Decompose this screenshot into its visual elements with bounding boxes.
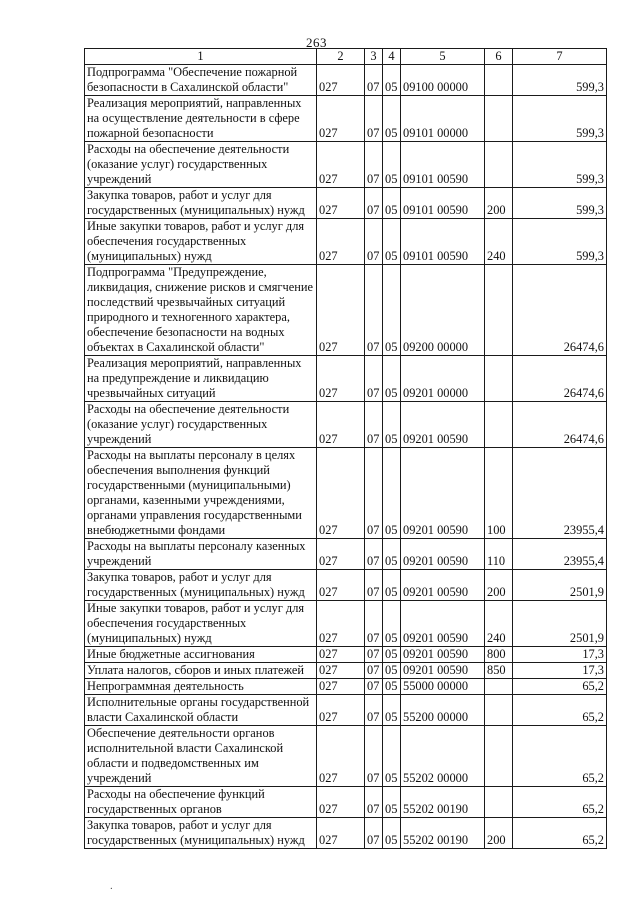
row-ved: 027 [317, 647, 365, 663]
row-csr: 09201 00590 [401, 539, 485, 570]
row-vr [485, 402, 513, 448]
row-ved: 027 [317, 818, 365, 849]
table-row [85, 787, 607, 818]
table-row [85, 695, 607, 726]
row-csr: 09201 00590 [401, 570, 485, 601]
row-name: Реализация мероприятий, направленных на предупреждение и ликвидацию чрезвычайных ситуаций [85, 356, 317, 402]
row-pr: 05 [383, 818, 401, 849]
row-ved: 027 [317, 726, 365, 787]
row-sum: 2501,9 [513, 570, 607, 601]
row-name: Расходы на выплаты персоналу казенных учреждений [85, 539, 317, 570]
table-row [85, 65, 607, 96]
row-ved: 027 [317, 448, 365, 539]
row-vr: 200 [485, 188, 513, 219]
row-sum: 65,2 [513, 818, 607, 849]
row-sum: 17,3 [513, 663, 607, 679]
row-vr: 850 [485, 663, 513, 679]
row-ved: 027 [317, 142, 365, 188]
table-row [85, 818, 607, 849]
row-vr [485, 679, 513, 695]
row-vr: 240 [485, 601, 513, 647]
row-csr: 09201 00590 [401, 647, 485, 663]
row-sum: 65,2 [513, 679, 607, 695]
budget-table [84, 48, 607, 849]
row-csr: 09201 00590 [401, 402, 485, 448]
row-csr: 09101 00590 [401, 142, 485, 188]
table-row [85, 570, 607, 601]
row-rz: 07 [365, 65, 383, 96]
row-name: Расходы на выплаты персоналу в целях обеспечения выполнения функций государственными (муниципальными) органами, казенными учреждениями, органами управления государственными внебюджетными фондами [85, 448, 317, 539]
row-rz: 07 [365, 539, 383, 570]
row-pr: 05 [383, 448, 401, 539]
row-rz: 07 [365, 142, 383, 188]
row-ved: 027 [317, 695, 365, 726]
table-row [85, 265, 607, 356]
row-rz: 07 [365, 679, 383, 695]
row-name: Закупка товаров, работ и услуг для государственных (муниципальных) нужд [85, 188, 317, 219]
row-csr: 55202 00190 [401, 818, 485, 849]
row-sum: 17,3 [513, 647, 607, 663]
row-csr: 09201 00590 [401, 448, 485, 539]
row-ved: 027 [317, 96, 365, 142]
table-row [85, 679, 607, 695]
table-row [85, 402, 607, 448]
row-pr: 05 [383, 647, 401, 663]
row-rz: 07 [365, 726, 383, 787]
table-row [85, 647, 607, 663]
row-vr [485, 787, 513, 818]
row-vr [485, 726, 513, 787]
row-name: Подпрограмма "Предупреждение, ликвидация, снижение рисков и смягчение последствий чрезвычайных ситуаций природного и техногенного характера, обеспечение безопасности на водных объектах в Сахалинской области" [85, 265, 317, 356]
row-sum: 65,2 [513, 695, 607, 726]
row-rz: 07 [365, 356, 383, 402]
row-pr: 05 [383, 679, 401, 695]
row-csr: 09201 00590 [401, 663, 485, 679]
row-pr: 05 [383, 787, 401, 818]
row-pr: 05 [383, 570, 401, 601]
row-sum: 599,3 [513, 96, 607, 142]
row-sum: 2501,9 [513, 601, 607, 647]
row-ved: 027 [317, 679, 365, 695]
header-col-7: 7 [513, 49, 607, 65]
header-col-4: 4 [383, 49, 401, 65]
row-rz: 07 [365, 448, 383, 539]
row-name: Расходы на обеспечение функций государственных органов [85, 787, 317, 818]
row-name: Подпрограмма "Обеспечение пожарной безопасности в Сахалинской области" [85, 65, 317, 96]
row-rz: 07 [365, 647, 383, 663]
row-pr: 05 [383, 96, 401, 142]
row-csr: 09100 00000 [401, 65, 485, 96]
row-rz: 07 [365, 96, 383, 142]
table-row [85, 448, 607, 539]
row-vr [485, 65, 513, 96]
header-col-3: 3 [365, 49, 383, 65]
row-csr: 55202 00190 [401, 787, 485, 818]
row-sum: 65,2 [513, 787, 607, 818]
row-name: Иные бюджетные ассигнования [85, 647, 317, 663]
header-col-6: 6 [485, 49, 513, 65]
row-rz: 07 [365, 265, 383, 356]
row-name: Уплата налогов, сборов и иных платежей [85, 663, 317, 679]
row-ved: 027 [317, 356, 365, 402]
row-csr: 55200 00000 [401, 695, 485, 726]
row-name: Иные закупки товаров, работ и услуг для обеспечения государственных (муниципальных) нужд [85, 219, 317, 265]
row-rz: 07 [365, 818, 383, 849]
row-rz: 07 [365, 402, 383, 448]
row-name: Закупка товаров, работ и услуг для государственных (муниципальных) нужд [85, 570, 317, 601]
row-sum: 26474,6 [513, 402, 607, 448]
row-csr: 09201 00000 [401, 356, 485, 402]
table-row [85, 142, 607, 188]
row-ved: 027 [317, 663, 365, 679]
row-pr: 05 [383, 663, 401, 679]
table-row [85, 188, 607, 219]
footer-mark: . [110, 880, 113, 892]
table-row [85, 356, 607, 402]
row-rz: 07 [365, 663, 383, 679]
row-rz: 07 [365, 219, 383, 265]
row-name: Непрограммная деятельность [85, 679, 317, 695]
row-vr: 200 [485, 570, 513, 601]
header-col-1: 1 [85, 49, 317, 65]
row-rz: 07 [365, 787, 383, 818]
row-pr: 05 [383, 402, 401, 448]
row-pr: 05 [383, 726, 401, 787]
row-rz: 07 [365, 188, 383, 219]
header-col-2: 2 [317, 49, 365, 65]
row-vr: 800 [485, 647, 513, 663]
row-csr: 09101 00590 [401, 219, 485, 265]
row-name: Расходы на обеспечение деятельности (оказание услуг) государственных учреждений [85, 402, 317, 448]
row-sum: 23955,4 [513, 448, 607, 539]
row-ved: 027 [317, 601, 365, 647]
row-vr: 110 [485, 539, 513, 570]
row-pr: 05 [383, 65, 401, 96]
row-rz: 07 [365, 695, 383, 726]
row-name: Иные закупки товаров, работ и услуг для обеспечения государственных (муниципальных) нужд [85, 601, 317, 647]
row-sum: 599,3 [513, 188, 607, 219]
table-header-row [85, 49, 607, 65]
row-ved: 027 [317, 787, 365, 818]
row-name: Обеспечение деятельности органов исполнительной власти Сахалинской области и подведомственных им учреждений [85, 726, 317, 787]
header-col-5: 5 [401, 49, 485, 65]
row-vr [485, 356, 513, 402]
row-csr: 09200 00000 [401, 265, 485, 356]
row-ved: 027 [317, 219, 365, 265]
row-sum: 26474,6 [513, 356, 607, 402]
row-pr: 05 [383, 539, 401, 570]
row-name: Расходы на обеспечение деятельности (оказание услуг) государственных учреждений [85, 142, 317, 188]
row-sum: 26474,6 [513, 265, 607, 356]
row-sum: 599,3 [513, 142, 607, 188]
row-ved: 027 [317, 539, 365, 570]
table-row [85, 219, 607, 265]
row-sum: 599,3 [513, 219, 607, 265]
row-vr [485, 96, 513, 142]
row-csr: 55202 00000 [401, 726, 485, 787]
row-pr: 05 [383, 188, 401, 219]
row-ved: 027 [317, 570, 365, 601]
row-ved: 027 [317, 265, 365, 356]
row-sum: 23955,4 [513, 539, 607, 570]
row-ved: 027 [317, 188, 365, 219]
row-name: Реализация мероприятий, направленных на осуществление деятельности в сфере пожарной безопасности [85, 96, 317, 142]
row-ved: 027 [317, 65, 365, 96]
row-csr: 09101 00000 [401, 96, 485, 142]
row-rz: 07 [365, 601, 383, 647]
row-vr: 200 [485, 818, 513, 849]
row-csr: 09201 00590 [401, 601, 485, 647]
row-csr: 09101 00590 [401, 188, 485, 219]
row-pr: 05 [383, 142, 401, 188]
table-row [85, 539, 607, 570]
table-row [85, 601, 607, 647]
table-row [85, 96, 607, 142]
row-vr [485, 695, 513, 726]
row-pr: 05 [383, 601, 401, 647]
page-number: 263 [306, 35, 327, 50]
row-sum: 65,2 [513, 726, 607, 787]
row-pr: 05 [383, 356, 401, 402]
row-name: Закупка товаров, работ и услуг для государственных (муниципальных) нужд [85, 818, 317, 849]
row-pr: 05 [383, 219, 401, 265]
row-name: Исполнительные органы государственной власти Сахалинской области [85, 695, 317, 726]
row-vr: 100 [485, 448, 513, 539]
row-pr: 05 [383, 695, 401, 726]
table-row [85, 663, 607, 679]
table-row [85, 726, 607, 787]
row-rz: 07 [365, 570, 383, 601]
row-vr: 240 [485, 219, 513, 265]
row-vr [485, 265, 513, 356]
row-ved: 027 [317, 402, 365, 448]
row-sum: 599,3 [513, 65, 607, 96]
row-csr: 55000 00000 [401, 679, 485, 695]
row-pr: 05 [383, 265, 401, 356]
row-vr [485, 142, 513, 188]
